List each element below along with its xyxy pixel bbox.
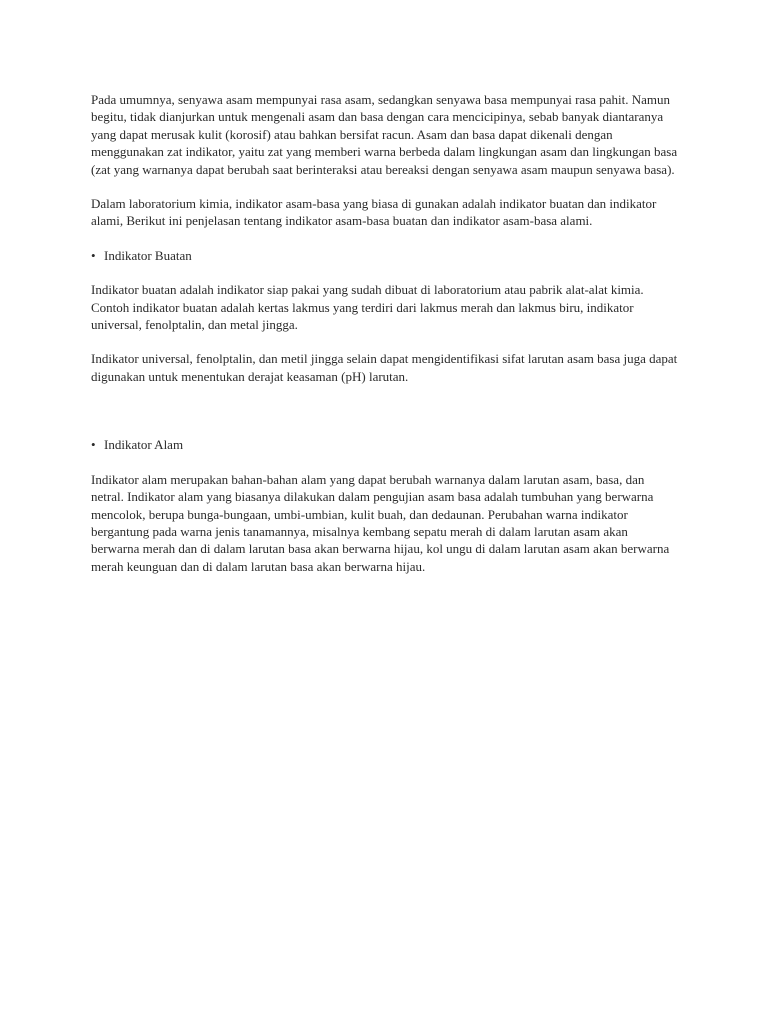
paragraph-indicator-types: Dalam laboratorium kimia, indikator asam-basa yang biasa di gunakan adalah indikator buatan dan indikator alami, Berikut ini penjelasan tentang indikator asam-basa buatan dan indikator asam-basa alami. [91,196,657,229]
heading-indikator-buatan [91,247,679,264]
heading-text: Indikator Alam [104,437,184,453]
heading-text: Indikator Buatan [104,247,192,263]
bullet-icon: • [91,247,96,263]
heading-indikator-alam [91,436,679,453]
paragraph-spacer [91,178,679,195]
document-body [91,91,679,575]
paragraph-indikator-alam: Indikator alam merupakan bahan-bahan alam yang dapat berubah warnanya dalam larutan asam, basa, dan netral. Indikator alam yang biasanya dilakukan dalam pengujian asam basa adalah tumbuhan yang berwarna mencolok, berupa bunga-bungaan, umbi-umbian, kulit buah, dan dedaunan. Perubahan warna indikator bergantung pada warna jenis tanamannya, misalnya kembang sepatu merah di dalam larutan asam akan berwarna merah dan di dalam larutan basa akan berwarna hijau, kol ungu di dalam larutan asam akan berwarna merah keunguan dan di dalam larutan basa akan berwarna hijau. [91,471,670,574]
paragraph-spacer [91,333,679,350]
paragraph-spacer [91,264,679,281]
paragraph-indikator-universal: Indikator universal, fenolptalin, dan metil jingga selain dapat mengidentifikasi sifat larutan asam basa juga dapat digunakan untuk menentukan derajat keasaman (pH) larutan. [91,351,678,384]
paragraph-spacer [91,385,679,436]
paragraph-spacer [91,454,679,471]
paragraph-spacer [91,230,679,247]
paragraph-intro: Pada umumnya, senyawa asam mempunyai rasa asam, sedangkan senyawa basa mempunyai rasa pahit. Namun begitu, tidak dianjurkan untuk mengenali asam dan basa dengan cara mencicipinya, sebab banyak diantaranya yang dapat merusak kulit (korosif) atau bahkan bersifat racun. Asam dan basa dapat dikenali dengan menggunakan zat indikator, yaitu zat yang memberi warna berbeda dalam lingkungan asam dan lingkungan basa (zat yang warnanya dapat berubah saat berinteraksi atau bereaksi dengan senyawa asam maupun senyawa basa). [91,92,678,177]
bullet-icon: • [91,437,96,453]
paragraph-indikator-buatan: Indikator buatan adalah indikator siap pakai yang sudah dibuat di laboratorium atau pabrik alat-alat kimia. Contoh indikator buatan adalah kertas lakmus yang terdiri dari lakmus merah dan lakmus biru, indikator universal, fenolptalin, dan metal jingga. [91,282,644,333]
